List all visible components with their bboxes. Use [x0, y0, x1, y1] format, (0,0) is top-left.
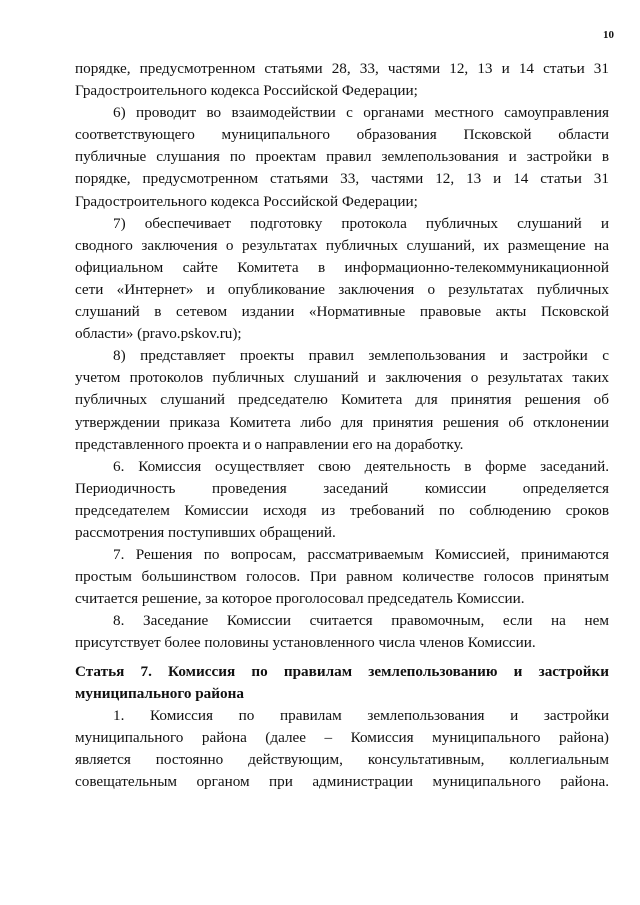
page-number: 10 — [603, 29, 614, 41]
text-line: сводного заключения о результатах публичных слушаний, их размещение на — [75, 236, 609, 254]
text-line: порядке, предусмотренном статьями 33, частями 12, 13 и 14 статьи 31 — [75, 170, 609, 188]
text-line: присутствует более половины установленного числа членов Комиссии. — [75, 634, 536, 652]
article-heading: Статья 7. Комиссия по правилам землепользованию и застройки — [75, 662, 609, 680]
text-line: Градостроительного кодекса Российской Федерации; — [75, 82, 418, 100]
text-line: 1. Комиссия по правилам землепользования и застройки — [113, 706, 609, 724]
text-line: слушаний в сетевом издании «Нормативные правовые акты Псковской — [75, 303, 609, 321]
text-line: Периодичность проведения заседаний комиссии определяется — [75, 479, 609, 497]
text-line: сети «Интернет» и опубликование заключения о результатах публичных — [75, 280, 609, 298]
text-line: простым большинством голосов. При равном количестве голосов принятым — [75, 568, 609, 586]
document-body — [75, 58, 609, 793]
text-line: 7. Решения по вопросам, рассматриваемым Комиссией, принимаются — [113, 546, 609, 564]
text-line: соответствующего муниципального образования Псковской области — [75, 126, 609, 144]
text-line: 7) обеспечивает подготовку протокола публичных слушаний и — [113, 214, 609, 232]
text-line: 8. Заседание Комиссии считается правомочным, если на нем — [113, 612, 609, 630]
text-line: является постоянно действующим, консультативным, коллегиальным — [75, 750, 609, 768]
text-line: учетом протоколов публичных слушаний и заключения о результатах таких — [75, 369, 609, 387]
text-line: рассмотрения поступивших обращений. — [75, 523, 336, 541]
article-heading: муниципального района — [75, 684, 244, 702]
text-line: публичные слушания по проектам правил землепользования и застройки в — [75, 148, 609, 166]
text-line: публичных слушаний председателю Комитета для принятия решения об — [75, 391, 609, 409]
text-line: совещательным органом при администрации муниципального района. — [75, 773, 609, 790]
text-line: представленного проекта и о направлении его на доработку. — [75, 435, 464, 453]
text-line: 6) проводит во взаимодействии с органами местного самоуправления — [113, 104, 609, 122]
text-line: официальном сайте Комитета в информационно-телекоммуникационной — [75, 258, 609, 276]
text-line: муниципального района (далее – Комиссия муниципального района) — [75, 728, 609, 746]
text-line: Градостроительного кодекса Российской Федерации; — [75, 192, 418, 210]
text-line: 6. Комиссия осуществляет свою деятельность в форме заседаний. — [113, 457, 609, 475]
text-line: 8) представляет проекты правил землепользования и застройки с — [113, 347, 609, 365]
text-line: председателем Комиссии исходя из требований по соблюдению сроков — [75, 501, 609, 519]
text-line: порядке, предусмотренном статьями 28, 33, частями 12, 13 и 14 статьи 31 — [75, 60, 609, 77]
text-line: считается решение, за которое проголосовал председатель Комиссии. — [75, 590, 525, 608]
text-line: утверждении приказа Комитета либо для принятия решения об отклонении — [75, 413, 609, 431]
text-line: области» (pravo.pskov.ru); — [75, 325, 242, 343]
